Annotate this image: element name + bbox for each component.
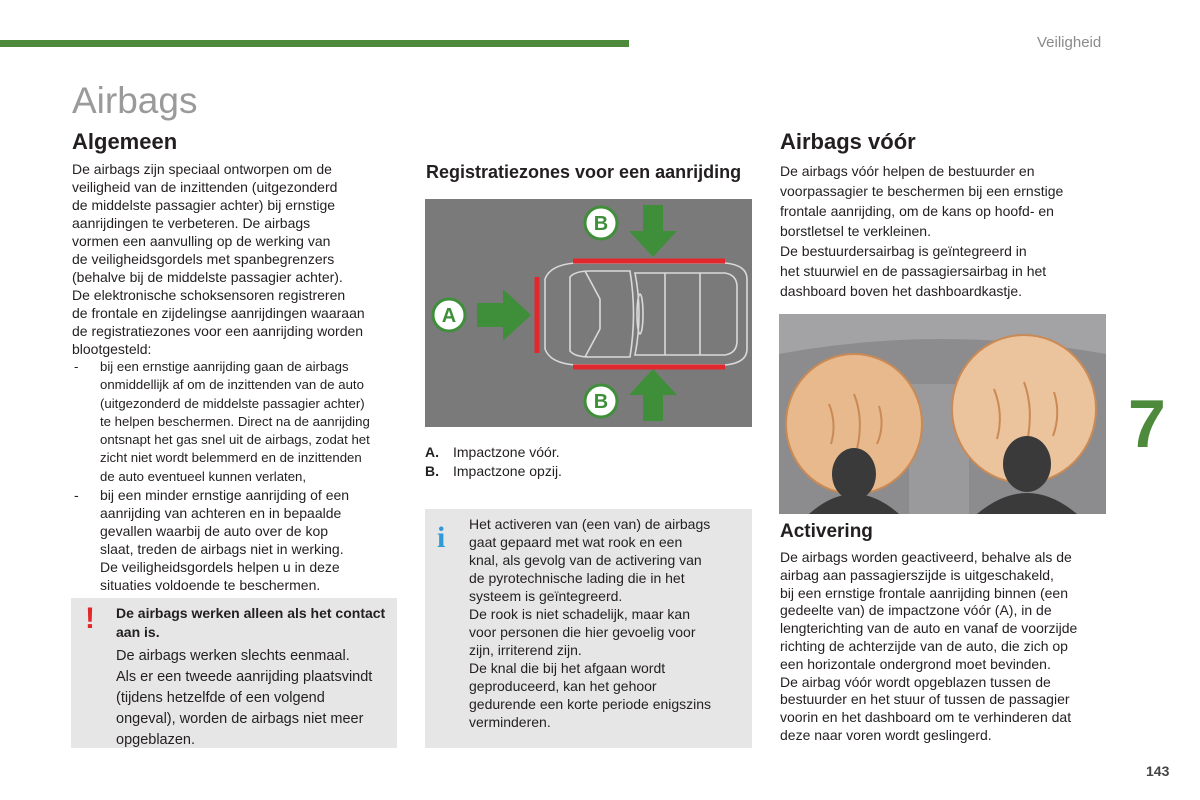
general-bullets	[72, 358, 402, 594]
list-item: - bij een minder ernstige aanrijding of een aanrijding van achteren en in bepaalde gevallen waarbij de auto over de kop slaat, treden de airbags niet in werking. De veiligheidsgordels helpen u in deze situaties voldoende te beschermen.	[74, 487, 350, 594]
label-b-bottom: B	[593, 391, 609, 413]
info-icon: i	[437, 521, 446, 554]
front-airbags-heading: Airbags vóór	[780, 129, 916, 154]
page-title: Airbags	[72, 80, 198, 121]
warning-box	[71, 598, 397, 748]
info-box	[425, 509, 752, 748]
bullet-text: bij een ernstige aanrijding gaan de airbags onmiddellijk af om de inzittenden van de auto (uitgezonderd de middelste passagier achter) te helpen beschermen. Direct na de aanrijding ontsnapt het gas snel uit de airbags, zodat het zicht niet wordt belemmerd en de inzittenden de auto eventueel kunnen verlaten,	[100, 359, 370, 484]
label-b-top-badge	[585, 207, 617, 239]
label-a: A	[441, 305, 457, 327]
label-b-bottom-badge	[585, 385, 617, 417]
zones-legend	[425, 443, 562, 481]
front-airbags-text: De airbags vóór helpen de bestuurder en voorpassagier te beschermen bij een ernstige frontale aanrijding, om de kans op hoofd- en borstletsel te verkleinen. De bestuurdersairbag is geïntegreerd in het stuurwiel en de passagiersairbag in het dashboard boven het dashboardkastje.	[780, 163, 1064, 299]
deployed-airbags-photo	[779, 314, 1106, 514]
legend-item: B. Impactzone opzij.	[425, 463, 562, 479]
label-a-badge	[433, 299, 465, 331]
general-heading: Algemeen	[72, 129, 178, 154]
airbags-illustration	[779, 314, 1106, 514]
list-item: - bij een ernstige aanrijding gaan de airbags onmiddellijk af om de inzittenden van de auto (uitgezonderd de middelste passagier achter) te helpen beschermen. Direct na de aanrijding ontsnapt het gas snel uit de airbags, zodat het zicht niet wordt belemmerd en de inzittenden de auto eventueel kunnen verlaten,	[74, 359, 370, 484]
top-accent-bar	[0, 40, 629, 47]
car-top-view-illustration	[425, 199, 752, 427]
general-intro: De airbags zijn speciaal ontworpen om de veiligheid van de inzittenden (uitgezonderd de middelste passagier achter) bij ernstige aanrijdingen te verbeteren. De airbags vormen een aanvulling op de werking van de veiligheidsgordels met spanbegrenzers (behalve bij de middelste passagier achter). De elektronische schoksensoren registreren de frontale en zijdelingse aanrijdingen waaraan de registratiezones voor een aanrijding worden blootgesteld:	[72, 161, 365, 357]
general-section	[72, 160, 402, 594]
impact-zones-diagram	[425, 199, 752, 427]
page-number: 143	[1146, 763, 1170, 779]
exclamation-icon: !	[85, 602, 95, 635]
chapter-number: 7	[1128, 386, 1166, 462]
legend-item: A. Impactzone vóór.	[425, 444, 560, 460]
activation-heading: Activering	[780, 521, 873, 542]
section-label: Veiligheid	[1037, 34, 1102, 51]
warning-text: De airbags werken slechts eenmaal. Als er een tweede aanrijding plaatsvindt (tijdens hetzelfde of een volgend ongeval), worden de airbags niet meer opgeblazen.	[116, 648, 373, 748]
warning-title: De airbags werken alleen als het contact aan is.	[116, 605, 386, 640]
zones-heading: Registratiezones voor een aanrijding	[426, 162, 742, 182]
activation-text: De airbags worden geactiveerd, behalve als de airbag aan passagierszijde is uitgeschakeld, bij een ernstige frontale aanrijding binnen (een gedeelte van) de impactzone vóór (A), in de lengterichting van de auto en vanaf de voorzijde richting de achterzijde van de auto, die zich op een horizontale ondergrond moet bevinden. De airbag vóór wordt opgeblazen tussen de bestuurder en het stuur of tussen de passagier voorin en het dashboard om te verhinderen dat deze naar voren wordt geslingerd.	[780, 549, 1078, 743]
label-b-top: B	[593, 213, 609, 235]
info-text: Het activeren van (een van) de airbags gaat gepaard met wat rook en een knal, als gevolg van de activering van de pyrotechnische lading die in het systeem is geïntegreerd. De rook is niet schadelijk, maar kan voor personen die hier gevoelig voor zijn, irriterend zijn. De knal die bij het afgaan wordt geproduceerd, kan het gehoor gedurende een korte periode enigszins verminderen.	[469, 516, 712, 730]
bullet-text: bij een minder ernstige aanrijding of een aanrijding van achteren en in bepaalde gevallen waarbij de auto over de kop slaat, treden de airbags niet in werking. De veiligheidsgordels helpen u in deze situaties voldoende te beschermen.	[100, 487, 350, 594]
